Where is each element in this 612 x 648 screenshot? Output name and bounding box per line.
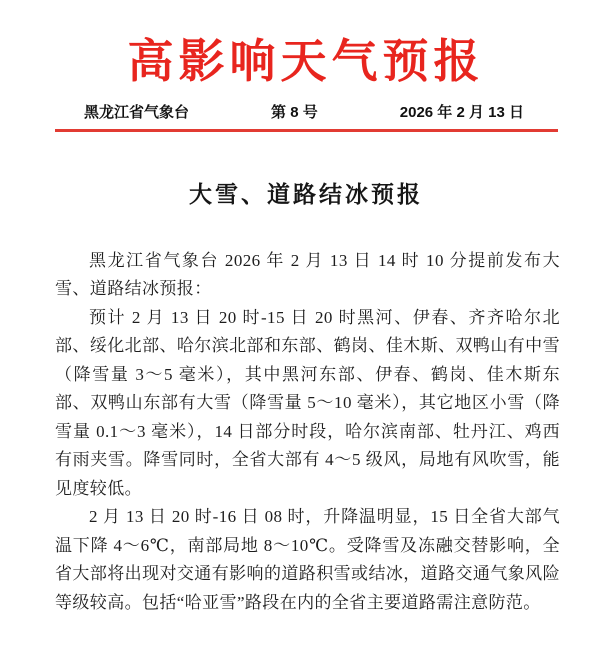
- issue-meta: [84, 101, 524, 122]
- masthead-title: 高影响天气预报: [127, 35, 485, 87]
- issue-number: 第 8 号: [271, 103, 318, 121]
- body-paragraph-snow-forecast: 预计 2 月 13 日 20 时-15 日 20 时黑河、伊春、齐齐哈尔北部、绥化北部、哈尔滨北部和东部、鹤岗、佳木斯、双鸭山有中雪（降雪量 3～5 毫米），其中黑河东部、伊春、鹤岗、佳木斯东部、双鸭山东部有大雪（降雪量 5～10 毫米），其它地区小雪（降雪量 0.1～3 毫米），14 日部分时段，哈尔滨南部、牡丹江、鸡西有雨夹雪。降雪同时，全省大部有 4～5 级风，局地有风吹雪，能见度较低。: [55, 307, 560, 498]
- issuer-name: 黑龙江省气象台: [84, 103, 190, 121]
- header-rule-divider: [55, 129, 558, 132]
- issue-date: 2026 年 2 月 13 日: [399, 103, 524, 121]
- body-paragraph-issuance: 黑龙江省气象台 2026 年 2 月 13 日 14 时 10 分提前发布大雪、道路结冰预报：: [55, 250, 560, 299]
- body-paragraph-temperature-roads: 2 月 13 日 20 时-16 日 08 时，升降温明显，15 日全省大部气温下降 4～6℃，南部局地 8～10℃。受降雪及冻融交替影响，全省大部将出现对交通有影响的道路积雪或结冰，道路交通气象风险等级较高。包括“哈亚雪”路段在内的全省主要道路需注意防范。: [55, 507, 560, 612]
- document-title: 大雪、道路结冰预报: [189, 181, 423, 207]
- forecast-body: [55, 247, 560, 618]
